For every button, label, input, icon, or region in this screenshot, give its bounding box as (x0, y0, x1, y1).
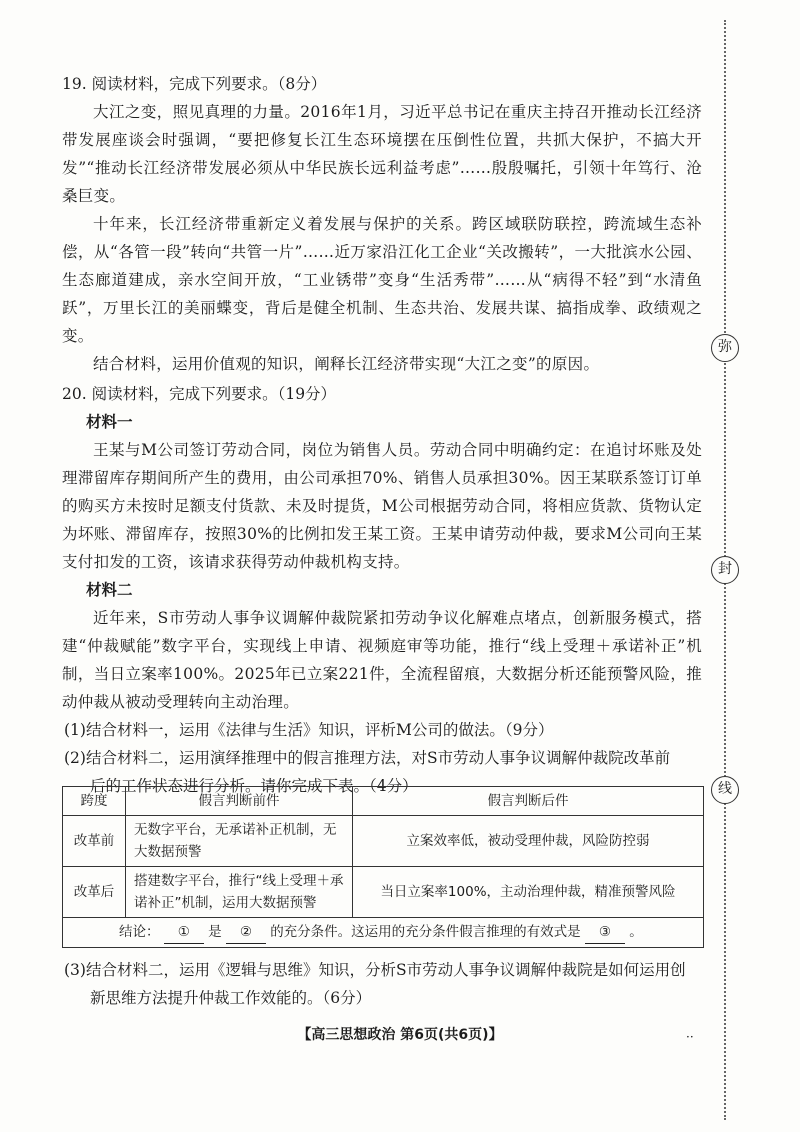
conclusion-prefix: 结论： (119, 924, 160, 940)
subquestion-3-line-1: (3)结合材料二，运用《逻辑与思维》知识，分析S市劳动人事争议调解仲裁院是如何运用创 (64, 961, 686, 979)
conclusion-cell (63, 918, 704, 948)
page-content (62, 70, 702, 800)
material-1-text: 王某与M公司签订劳动合同，岗位为销售人员。劳动合同中明确约定：在追讨坏账及处理滞留库存期间所产生的费用，由公司承担70%、销售人员承担30%。因王某联系签订订单的购买方未按时足额支付货款、未及时提货，M公司根据劳动合同，将相应货款、货物认定为坏账、滞留库存，按照30%的比例扣发王某工资。王某申请劳动仲裁，要求M公司向王某支付扣发的工资，该请求获得劳动仲裁机构支持。 (62, 441, 702, 571)
antecedent-after: 搭建数字平台，推行“线上受理＋承诺补正”机制，运用大数据预警 (126, 867, 353, 918)
page-footer: 【高三思想政治 第6页(共6页)】 (297, 1027, 503, 1043)
material-1-title: 材料一 (86, 412, 133, 431)
conclusion-middle: 的充分条件。这运用的充分条件假言推理的有效式是 (270, 924, 581, 940)
binding-char-3: 线 (711, 776, 739, 804)
question-19-paragraph-1: 大江之变，照见真理的力量。2016年1月，习近平总书记在重庆主持召开推动长江经济带发展座谈会时强调，“要把修复长江生态环境摆在压倒性位置，共抓大保护，不搞大开发”“推动长江经济带发展必须从中华民族长远利益考虑”……殷殷嘱托，引领十年笃行、沧桑巨变。 (62, 103, 702, 205)
binding-char-1: 弥 (711, 334, 739, 362)
table-header-row (63, 787, 704, 816)
header-antecedent: 假言判断前件 (126, 787, 353, 816)
conclusion-is: 是 (208, 924, 222, 940)
row-label-before: 改革前 (63, 816, 126, 867)
table-row (63, 816, 704, 867)
blank-3[interactable]: ③ (585, 921, 625, 944)
question-19-task: 结合材料，运用价值观的知识，阐释长江经济带实现“大江之变”的原因。 (93, 355, 600, 373)
row-label-after: 改革后 (63, 867, 126, 918)
subquestion-3-block (62, 956, 702, 1012)
question-19-heading: 19. 阅读材料，完成下列要求。（8分） (62, 75, 327, 93)
blank-1[interactable]: ① (164, 921, 204, 944)
consequent-after: 当日立案率100%，主动治理仲裁，精准预警风险 (353, 867, 704, 918)
material-2-title: 材料二 (86, 580, 133, 599)
conclusion-row (63, 918, 704, 948)
conclusion-end: 。 (629, 924, 643, 940)
question-20-heading: 20. 阅读材料，完成下列要求。（19分） (62, 385, 337, 403)
table-row (63, 867, 704, 918)
question-19-paragraph-2: 十年来，长江经济带重新定义着发展与保护的关系。跨区域联防联控，跨流域生态补偿，从“各管一段”转向“共管一片”……近万家沿江化工企业“关改搬转”，一大批滨水公园、生态廊道建成，亲水空间开放，“工业锈带”变身“生活秀带”……从“病得不轻”到“水清鱼跃”，万里长江的美丽蝶变，背后是健全机制、生态共治、发展共谋、搞指成拳、政绩观之变。 (62, 215, 702, 345)
subquestion-1: (1)结合材料一，运用《法律与生活》知识，评析M公司的做法。（9分） (64, 721, 554, 739)
header-span: 跨度 (63, 787, 126, 816)
stray-mark: ·· (686, 1030, 694, 1044)
antecedent-before: 无数字平台，无承诺补正机制，无大数据预警 (126, 816, 353, 867)
material-2-text: 近年来，S市劳动人事争议调解仲裁院紧扣劳动争议化解难点堵点，创新服务模式，搭建“仲裁赋能”数字平台，实现线上申请、视频庭审等功能，推行“线上受理＋承诺补正”机制，当日立案率100%。2025年已立案221件，全流程留痕，大数据分析还能预警风险，推动仲裁从被动受理转向主动治理。 (62, 609, 702, 711)
blank-2[interactable]: ② (226, 921, 266, 944)
subquestion-2-line-2: 后的工作状态进行分析。请你完成下表。（4分） (90, 777, 418, 795)
header-consequent: 假言判断后件 (353, 787, 704, 816)
subquestion-3-line-2: 新思维方法提升仲裁工作效能的。（6分） (90, 989, 372, 1007)
consequent-before: 立案效率低，被动受理仲裁，风险防控弱 (353, 816, 704, 867)
hypothetical-reasoning-table (62, 786, 704, 948)
subquestion-2-line-1: (2)结合材料二，运用演绎推理中的假言推理方法，对S市劳动人事争议调解仲裁院改革前 (64, 749, 671, 767)
binding-char-2: 封 (711, 556, 739, 584)
